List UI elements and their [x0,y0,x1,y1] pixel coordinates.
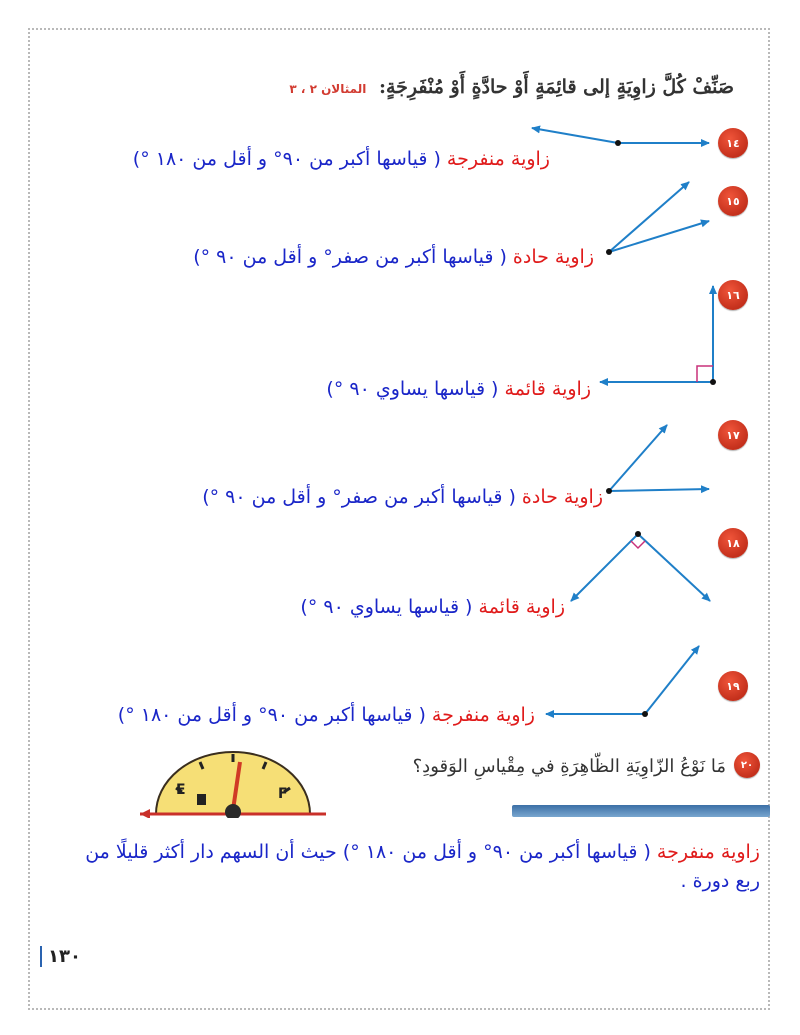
answer-explanation: ( قياسها يساوي ٩٠ °) [300,596,479,618]
page-number: ١٣٠ [40,946,81,967]
gauge-empty-label: E [176,782,186,798]
fuel-gauge-icon [140,748,326,818]
item-number-badge: ١٦ [718,280,748,310]
angle-15-figure [609,182,709,252]
fuel-pump-icon [197,794,206,805]
gauge-full-label: F [278,786,288,802]
angle-17-figure [609,425,709,491]
vertex-15 [606,249,612,255]
right-angle-mark-18 [631,541,645,548]
answer-15 [193,246,594,268]
answer-16 [326,378,591,400]
answer-14 [133,148,550,170]
right-angle-mark-16 [697,366,713,382]
answer-kind: زاوية قائمة [504,378,591,400]
vertex-19 [642,711,648,717]
item-number-badge: ١٧ [718,420,748,450]
exercise-instruction: صَنِّفْ كُلَّ زاوِيَةٍ إلى قائِمَةٍ أَوْ حادَّةٍ أَوْ مُنْفَرِجَةٍ: [378,76,734,98]
item-number-badge: ٢٠ [734,752,760,778]
item-number-badge: ١٤ [718,128,748,158]
examples-reference: المثالان ٢ ، ٣ [289,82,367,96]
answer-18 [300,596,565,618]
vertex-14 [615,140,621,146]
vertex-17 [606,488,612,494]
angle-14-figure [532,128,709,143]
answer-explanation: ( قياسها أكبر من ٩٠° و أقل من ١٨٠ °) حيث أن السهم دار أكثر قليلًا من ربع دورة . [85,841,760,892]
vertex-18 [635,531,641,537]
item-number-badge: ١٥ [718,186,748,216]
answer-kind: زاوية منفرجة [656,841,760,863]
answer-explanation: ( قياسها أكبر من ٩٠° و أقل من ١٨٠ °) [132,148,447,170]
question-20-text: مَا نَوْعُ الزّاوِيَةِ الظّاهِرَةِ في مِقْياسِ الوَقودِ؟ [412,756,726,777]
answer-kind: زاوية منفرجة [446,148,550,170]
answer-kind: زاوية قائمة [478,596,565,618]
answer-explanation: ( قياسها أكبر من ٩٠° و أقل من ١٨٠ °) [117,704,432,726]
decorative-strip [512,805,770,817]
answer-19 [118,704,535,726]
answer-kind: زاوية حادة [512,246,594,268]
angle-18-figure [571,534,710,601]
angle-16-figure [600,286,713,382]
answer-explanation: ( قياسها يساوي ٩٠ °) [326,378,505,400]
angle-19-figure [546,646,699,714]
vertex-16 [710,379,716,385]
answer-explanation: ( قياسها أكبر من صفر° و أقل من ٩٠ °) [193,246,513,268]
item-number-badge: ١٨ [718,528,748,558]
answer-explanation: ( قياسها أكبر من صفر° و أقل من ٩٠ °) [202,486,522,508]
answer-17 [202,486,603,508]
item-number-badge: ١٩ [718,671,748,701]
final-answer [60,838,760,896]
answer-kind: زاوية منفرجة [431,704,535,726]
answer-kind: زاوية حادة [521,486,603,508]
